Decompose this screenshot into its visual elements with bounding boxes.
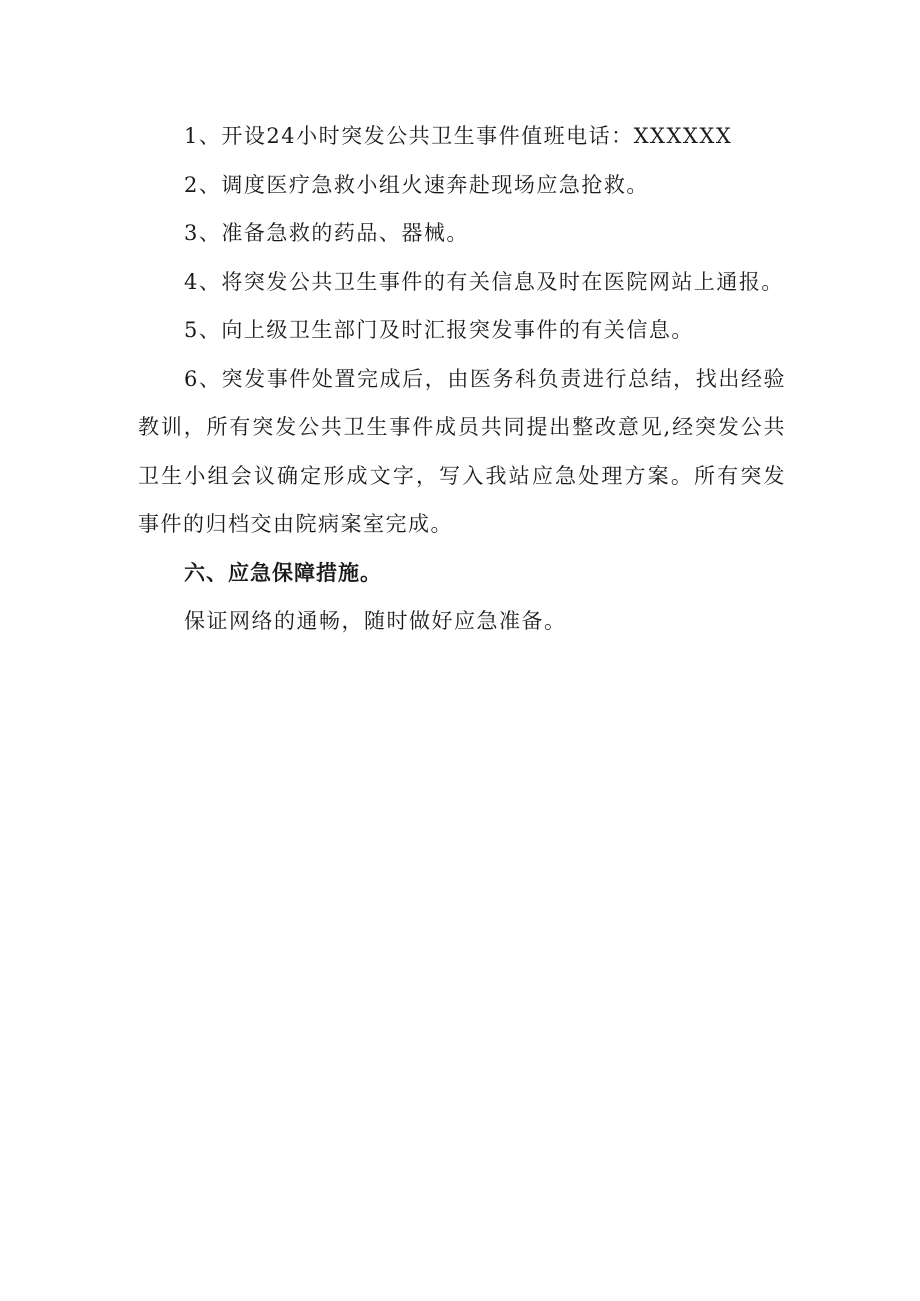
paragraph-item-2: 2、调度医疗急救小组火速奔赴现场应急抢救。	[184, 172, 649, 197]
paragraph-item-5: 5、向上级卫生部门及时汇报突发事件的有关信息。	[184, 318, 694, 342]
paragraph-item-4: 4、将突发公共卫生事件的有关信息及时在医院网站上通报。	[184, 269, 784, 294]
closing-paragraph: 保证网络的通畅，随时做好应急准备。	[184, 609, 567, 633]
paragraph-item-3: 3、准备急救的药品、器械。	[184, 221, 469, 245]
section-heading: 六、应急保障措施。	[184, 560, 382, 585]
document-body	[138, 112, 786, 646]
paragraph-item-1: 1、开设24小时突发公共卫生事件值班电话：XXXXXX	[184, 124, 733, 148]
paragraph-item-6: 6、突发事件处置完成后，由医务科负责进行总结，找出经验教训，所有突发公共卫生事件成员共同提出整改意见,经突发公共卫生小组会议确定形成文字，写入我站应急处理方案。所有突发事件的归档交由院病案室完成。	[138, 366, 786, 536]
